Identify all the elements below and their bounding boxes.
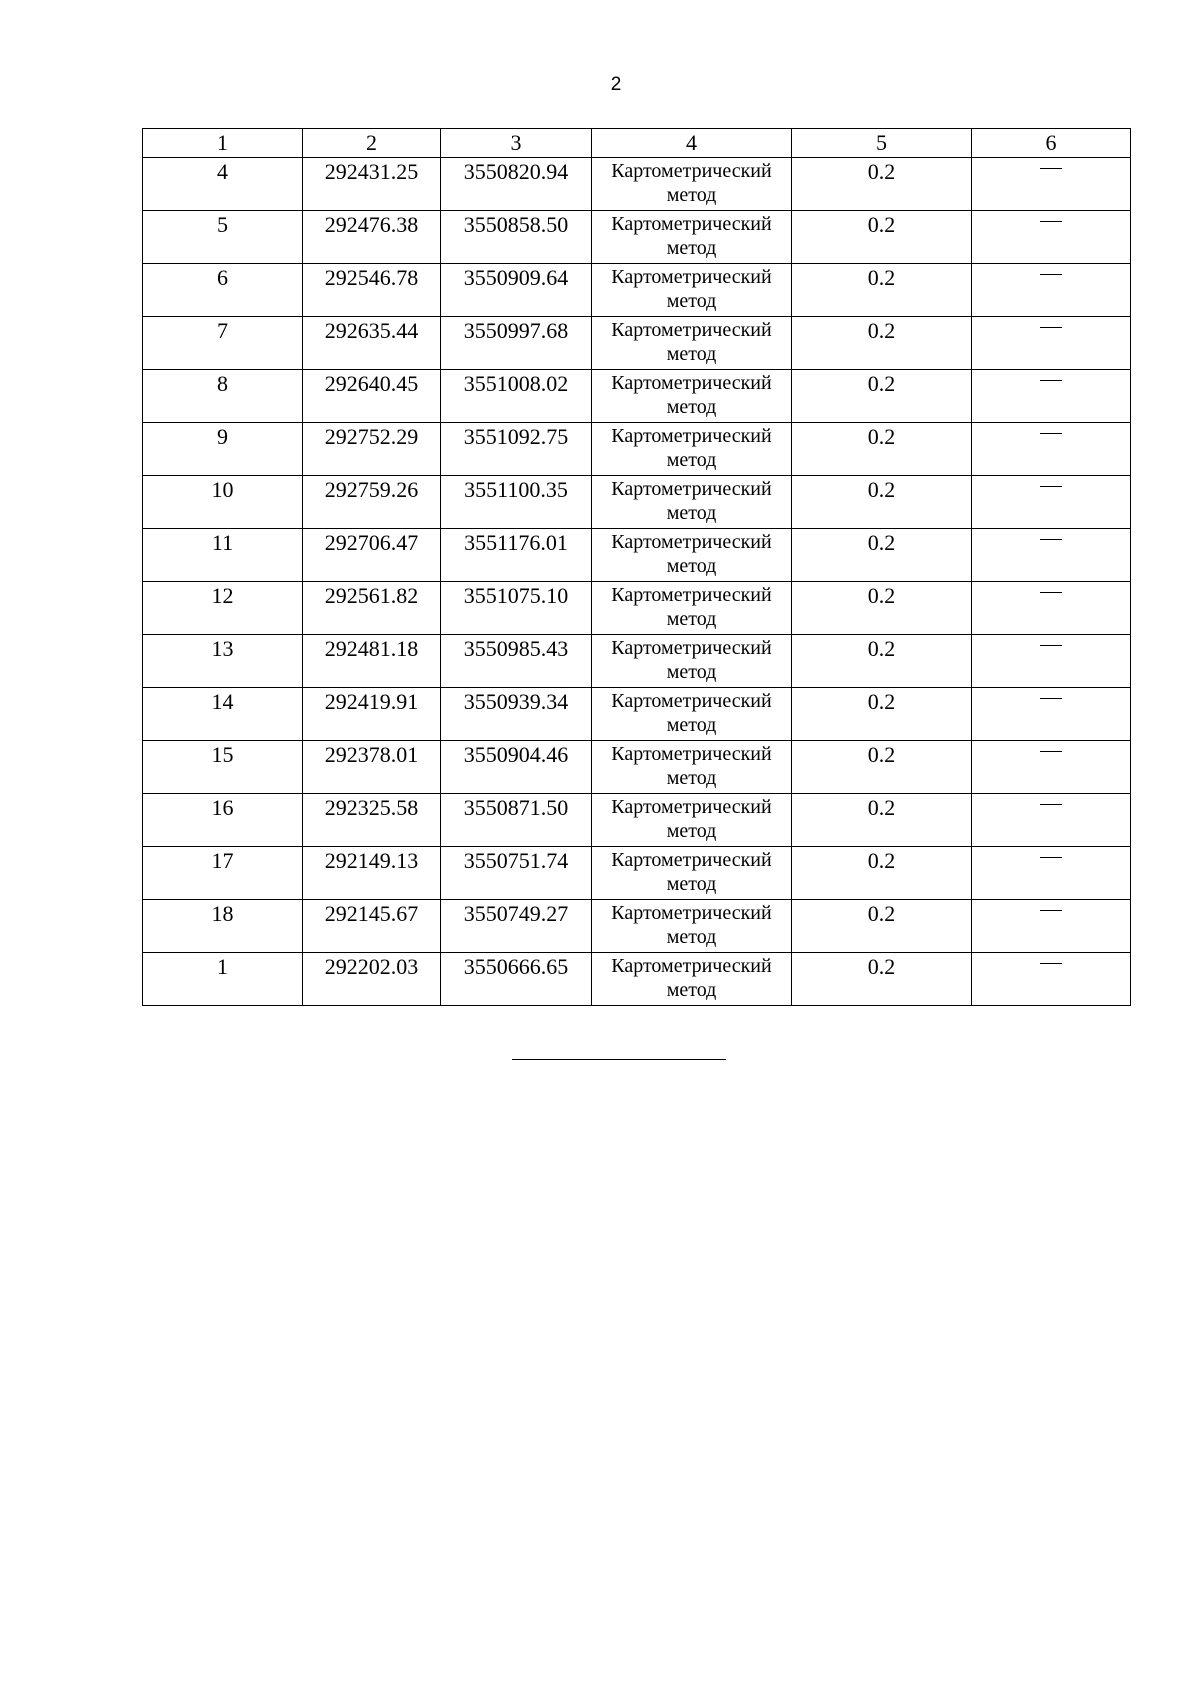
y-coordinate-cell: 3550985.43 [441, 635, 592, 688]
note-cell [972, 370, 1131, 423]
table-row [143, 158, 1131, 211]
method-cell: Картометрический метод [592, 423, 792, 476]
x-coordinate-cell: 292419.91 [303, 688, 441, 741]
point-number-cell: 7 [143, 317, 303, 370]
accuracy-cell: 0.2 [792, 635, 972, 688]
y-coordinate-cell: 3551100.35 [441, 476, 592, 529]
accuracy-cell: 0.2 [792, 529, 972, 582]
point-number-cell: 16 [143, 794, 303, 847]
note-cell [972, 211, 1131, 264]
footer-separator-line [512, 1059, 726, 1060]
table-row [143, 370, 1131, 423]
x-coordinate-cell: 292202.03 [303, 953, 441, 1006]
x-coordinate-cell: 292145.67 [303, 900, 441, 953]
method-cell: Картометрический метод [592, 688, 792, 741]
x-coordinate-cell: 292546.78 [303, 264, 441, 317]
point-number-cell: 17 [143, 847, 303, 900]
table-row [143, 423, 1131, 476]
table-row [143, 688, 1131, 741]
method-cell: Картометрический метод [592, 847, 792, 900]
accuracy-cell: 0.2 [792, 476, 972, 529]
note-cell [972, 476, 1131, 529]
header-cell-3: 3 [441, 129, 592, 158]
table-row [143, 953, 1131, 1006]
accuracy-cell: 0.2 [792, 953, 972, 1006]
method-cell: Картометрический метод [592, 317, 792, 370]
y-coordinate-cell: 3551176.01 [441, 529, 592, 582]
y-coordinate-cell: 3551075.10 [441, 582, 592, 635]
table-row [143, 794, 1131, 847]
y-coordinate-cell: 3550939.34 [441, 688, 592, 741]
accuracy-cell: 0.2 [792, 847, 972, 900]
em-dash [1040, 645, 1062, 646]
table-row [143, 847, 1131, 900]
y-coordinate-cell: 3550751.74 [441, 847, 592, 900]
em-dash [1040, 804, 1062, 805]
table-row [143, 264, 1131, 317]
note-cell [972, 158, 1131, 211]
table-row [143, 476, 1131, 529]
accuracy-cell: 0.2 [792, 423, 972, 476]
point-number-cell: 11 [143, 529, 303, 582]
accuracy-cell: 0.2 [792, 741, 972, 794]
table-row [143, 900, 1131, 953]
em-dash [1040, 327, 1062, 328]
table-header-row [143, 129, 1131, 158]
y-coordinate-cell: 3550820.94 [441, 158, 592, 211]
em-dash [1040, 380, 1062, 381]
y-coordinate-cell: 3550666.65 [441, 953, 592, 1006]
point-number-cell: 13 [143, 635, 303, 688]
table-row [143, 635, 1131, 688]
y-coordinate-cell: 3551092.75 [441, 423, 592, 476]
coordinates-table [142, 128, 1131, 1006]
method-cell: Картометрический метод [592, 635, 792, 688]
em-dash [1040, 910, 1062, 911]
x-coordinate-cell: 292149.13 [303, 847, 441, 900]
em-dash [1040, 963, 1062, 964]
accuracy-cell: 0.2 [792, 211, 972, 264]
accuracy-cell: 0.2 [792, 264, 972, 317]
page-number: 2 [610, 74, 622, 95]
note-cell [972, 847, 1131, 900]
y-coordinate-cell: 3551008.02 [441, 370, 592, 423]
em-dash [1040, 168, 1062, 169]
note-cell [972, 741, 1131, 794]
point-number-cell: 12 [143, 582, 303, 635]
point-number-cell: 4 [143, 158, 303, 211]
method-cell: Картометрический метод [592, 741, 792, 794]
note-cell [972, 635, 1131, 688]
x-coordinate-cell: 292481.18 [303, 635, 441, 688]
point-number-cell: 5 [143, 211, 303, 264]
point-number-cell: 8 [143, 370, 303, 423]
y-coordinate-cell: 3550871.50 [441, 794, 592, 847]
x-coordinate-cell: 292378.01 [303, 741, 441, 794]
x-coordinate-cell: 292752.29 [303, 423, 441, 476]
method-cell: Картометрический метод [592, 529, 792, 582]
x-coordinate-cell: 292561.82 [303, 582, 441, 635]
accuracy-cell: 0.2 [792, 900, 972, 953]
note-cell [972, 582, 1131, 635]
em-dash [1040, 539, 1062, 540]
header-cell-1: 1 [143, 129, 303, 158]
em-dash [1040, 486, 1062, 487]
em-dash [1040, 592, 1062, 593]
x-coordinate-cell: 292759.26 [303, 476, 441, 529]
em-dash [1040, 274, 1062, 275]
header-cell-2: 2 [303, 129, 441, 158]
table-row [143, 211, 1131, 264]
method-cell: Картометрический метод [592, 900, 792, 953]
method-cell: Картометрический метод [592, 953, 792, 1006]
header-cell-4: 4 [592, 129, 792, 158]
point-number-cell: 18 [143, 900, 303, 953]
note-cell [972, 264, 1131, 317]
note-cell [972, 317, 1131, 370]
x-coordinate-cell: 292325.58 [303, 794, 441, 847]
note-cell [972, 529, 1131, 582]
method-cell: Картометрический метод [592, 476, 792, 529]
note-cell [972, 794, 1131, 847]
em-dash [1040, 433, 1062, 434]
accuracy-cell: 0.2 [792, 370, 972, 423]
y-coordinate-cell: 3550749.27 [441, 900, 592, 953]
note-cell [972, 688, 1131, 741]
method-cell: Картометрический метод [592, 370, 792, 423]
method-cell: Картометрический метод [592, 794, 792, 847]
note-cell [972, 900, 1131, 953]
point-number-cell: 6 [143, 264, 303, 317]
y-coordinate-cell: 3550858.50 [441, 211, 592, 264]
em-dash [1040, 857, 1062, 858]
accuracy-cell: 0.2 [792, 794, 972, 847]
x-coordinate-cell: 292640.45 [303, 370, 441, 423]
y-coordinate-cell: 3550997.68 [441, 317, 592, 370]
x-coordinate-cell: 292635.44 [303, 317, 441, 370]
accuracy-cell: 0.2 [792, 158, 972, 211]
point-number-cell: 15 [143, 741, 303, 794]
accuracy-cell: 0.2 [792, 582, 972, 635]
x-coordinate-cell: 292706.47 [303, 529, 441, 582]
header-cell-5: 5 [792, 129, 972, 158]
method-cell: Картометрический метод [592, 582, 792, 635]
table-row [143, 582, 1131, 635]
table-row [143, 317, 1131, 370]
note-cell [972, 423, 1131, 476]
point-number-cell: 10 [143, 476, 303, 529]
table-row [143, 741, 1131, 794]
accuracy-cell: 0.2 [792, 688, 972, 741]
note-cell [972, 953, 1131, 1006]
method-cell: Картометрический метод [592, 158, 792, 211]
y-coordinate-cell: 3550909.64 [441, 264, 592, 317]
point-number-cell: 1 [143, 953, 303, 1006]
em-dash [1040, 751, 1062, 752]
accuracy-cell: 0.2 [792, 317, 972, 370]
table-row [143, 529, 1131, 582]
x-coordinate-cell: 292476.38 [303, 211, 441, 264]
y-coordinate-cell: 3550904.46 [441, 741, 592, 794]
point-number-cell: 9 [143, 423, 303, 476]
x-coordinate-cell: 292431.25 [303, 158, 441, 211]
method-cell: Картометрический метод [592, 264, 792, 317]
method-cell: Картометрический метод [592, 211, 792, 264]
em-dash [1040, 698, 1062, 699]
em-dash [1040, 221, 1062, 222]
header-cell-6: 6 [972, 129, 1131, 158]
point-number-cell: 14 [143, 688, 303, 741]
